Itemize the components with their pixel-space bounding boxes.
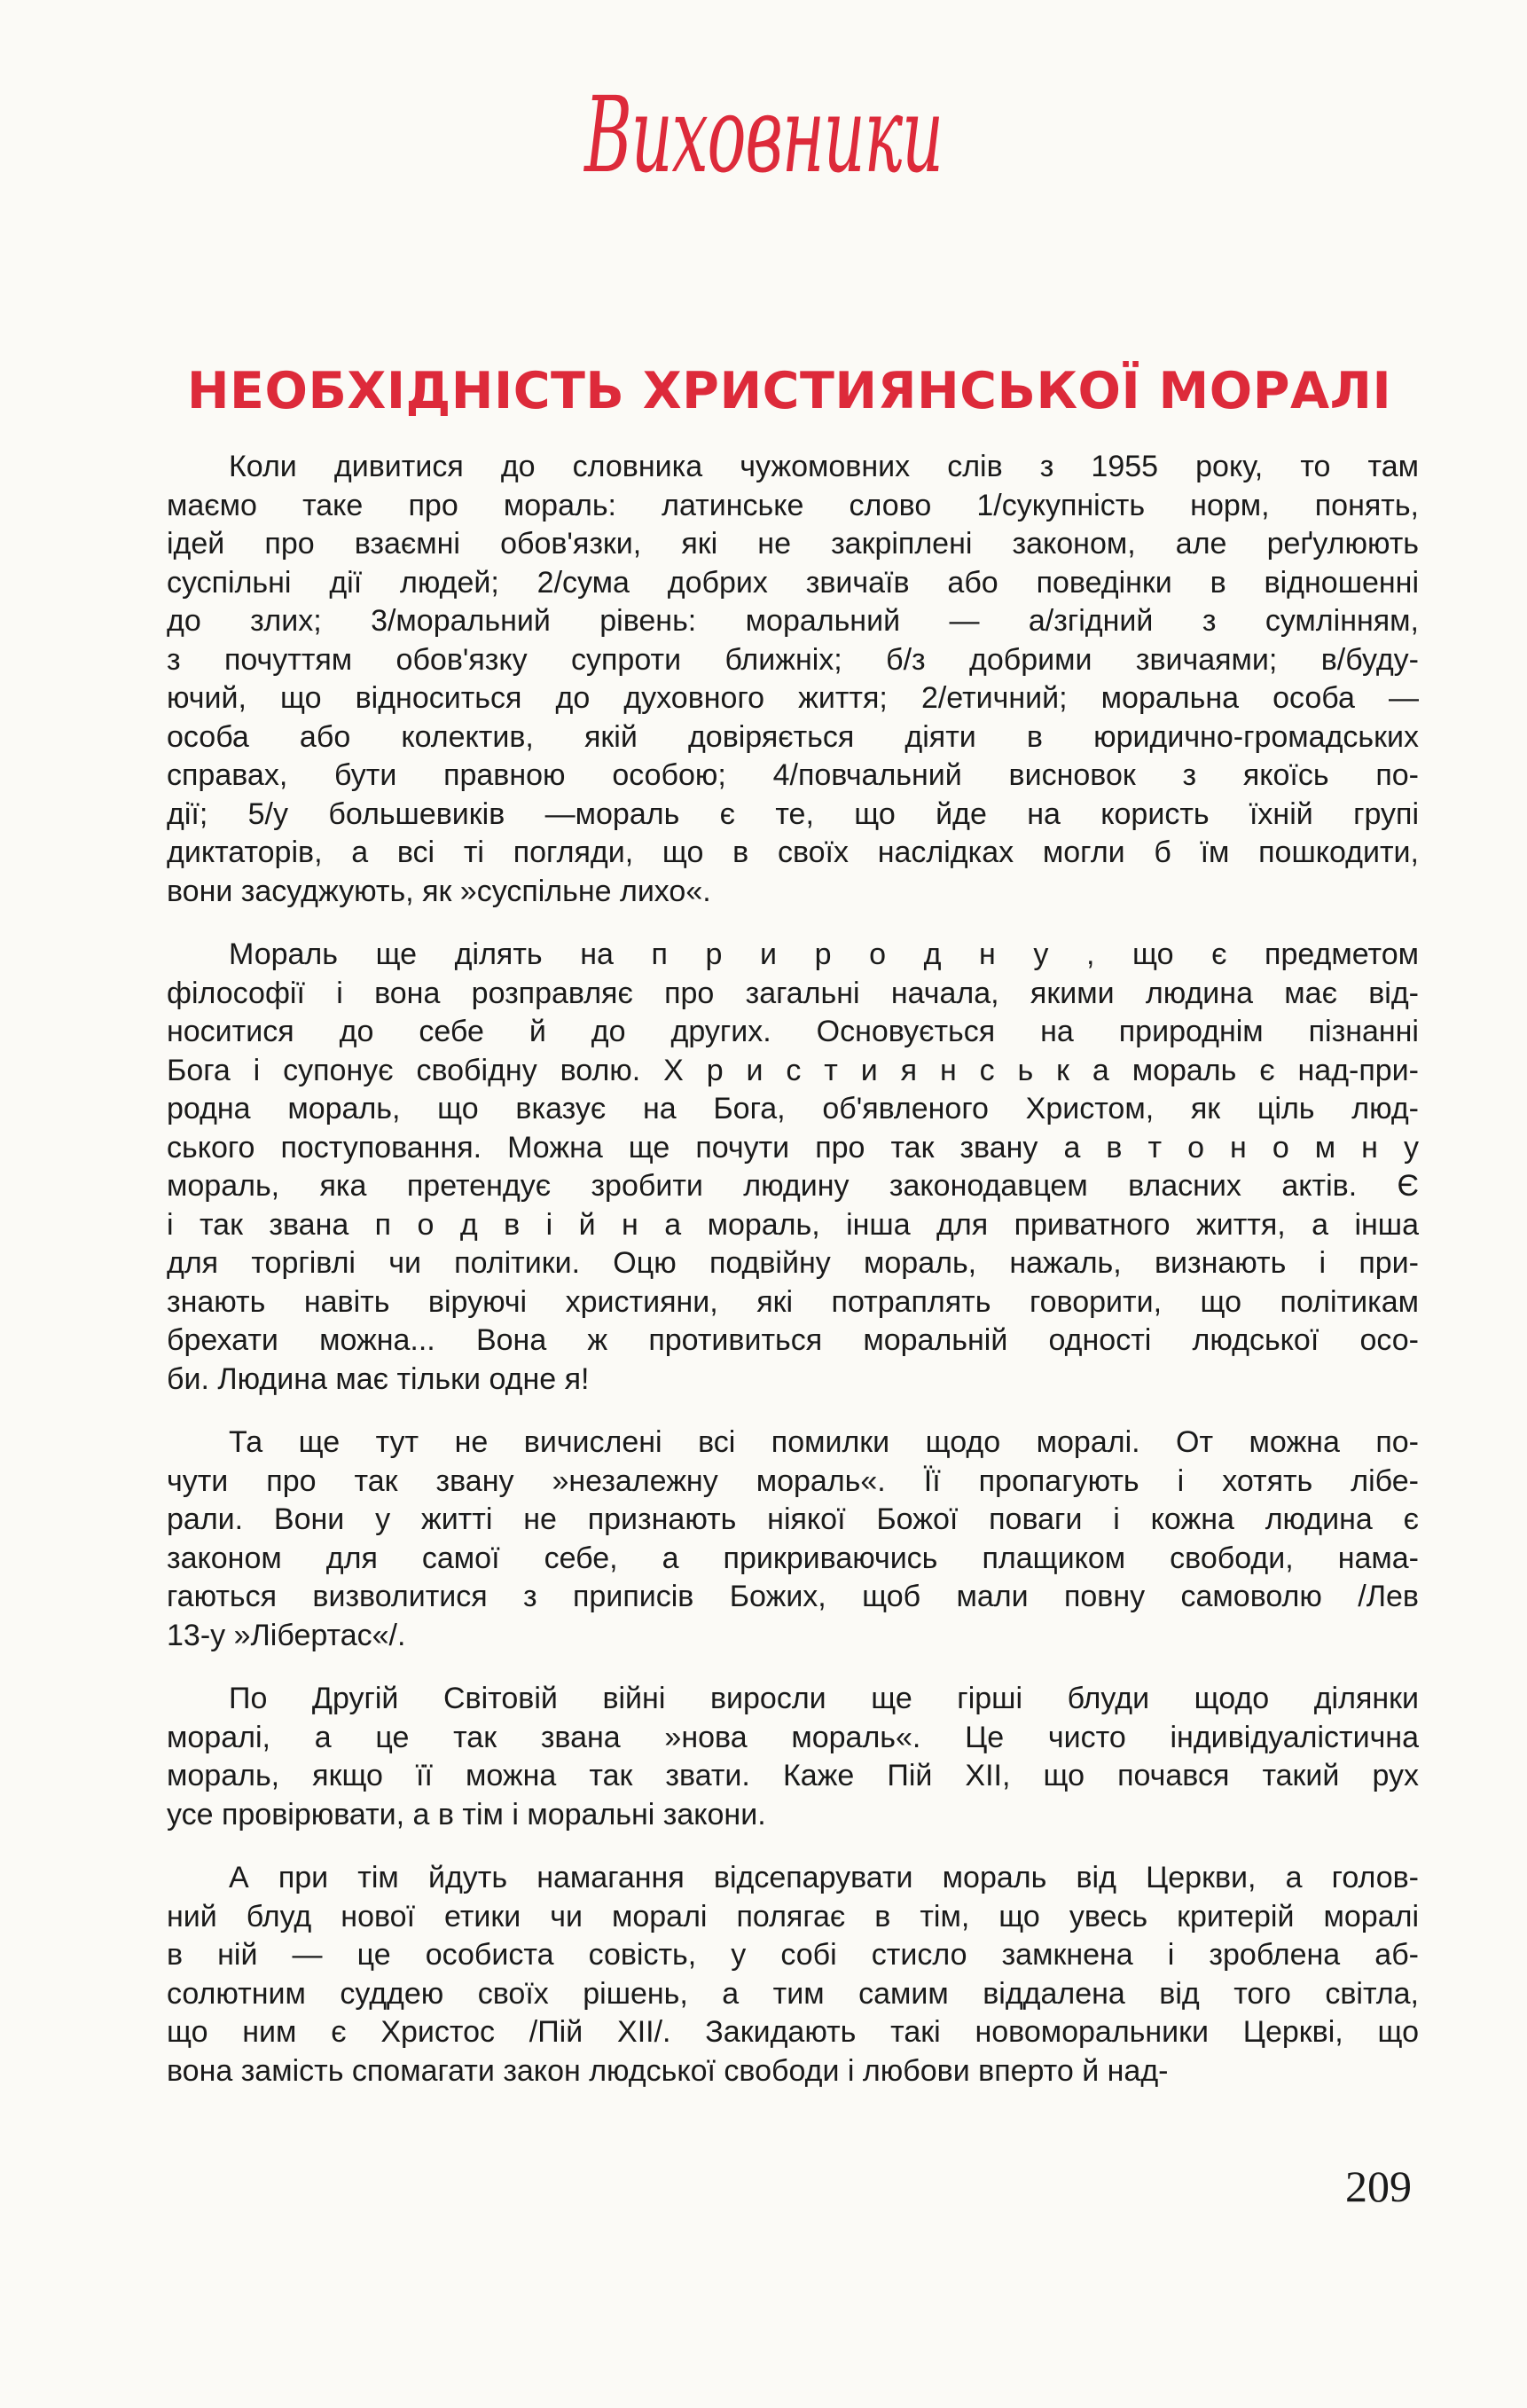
text-line: диктаторів, а всі ті погляди, що в своїх наслідках могли б їм пошкодити, bbox=[167, 835, 1419, 869]
text-line: знають навіть віруючі християни, які потраплять говорити, що політикам bbox=[167, 1284, 1419, 1319]
text-line: А при тім йдуть намагання відсепарувати мораль від Церкви, а голов- bbox=[229, 1861, 1419, 1894]
text-line: що ним є Христос /Пій XII/. Закидають такі новоморальники Церкві, що bbox=[167, 2015, 1419, 2049]
article-title: НЕОБХІДНІСТЬ ХРИСТИЯНСЬКОЇ МОРАЛІ bbox=[186, 362, 1392, 420]
text-line: до злих; 3/моральний рівень: моральний — а/згідний з сумлінням, bbox=[167, 604, 1419, 638]
text-line: маємо таке про мораль: латинське слово 1/сукупність норм, понять, bbox=[167, 488, 1419, 522]
text-line: По Другій Світовій війні виросли ще гірші блуди щодо ділянки bbox=[229, 1682, 1419, 1715]
text-line: Бога і супонує свобідну волю. Х р и с т и я н с ь к а мораль є над-при- bbox=[167, 1053, 1419, 1087]
text-line: Мораль ще ділять на п р и р о д н у , що є предметом bbox=[229, 937, 1419, 971]
text-line: Та ще тут не вичислені всі помилки щодо моралі. От можна по- bbox=[229, 1425, 1419, 1459]
text-line: солютним суддею своїх рішень, а тим самим віддалена від того світла, bbox=[167, 1976, 1419, 2011]
page-number: 209 bbox=[1345, 2161, 1412, 2211]
text-line: 13-у »Лібертас«/. bbox=[167, 1618, 406, 1652]
text-line: особа або колектив, якій довіряється діяти в юридично-громадських bbox=[167, 719, 1419, 754]
text-line: для торгівлі чи політики. Оцю подвійну мораль, нажаль, визнають і при- bbox=[167, 1246, 1419, 1280]
text-line: ського поступовання. Можна ще почути про так звану а в т о н о м н у bbox=[167, 1130, 1419, 1165]
paragraph bbox=[167, 1859, 1419, 2090]
text-line: ний блуд нової етики чи моралі полягає в тім, що увесь критерій моралі bbox=[167, 1899, 1419, 1933]
text-line: чути про так звану »незалежну мораль«. Її пропагують і хотять лібе- bbox=[167, 1463, 1419, 1498]
text-line: мораль, яка претендує зробити людину законодавцем власних актів. Є bbox=[167, 1169, 1419, 1203]
paragraph bbox=[167, 1680, 1419, 1834]
text-line: суспільні дії людей; 2/сума добрих звичаїв або поведінки в відношенні bbox=[167, 565, 1419, 600]
text-line: в ній — це особиста совість, у собі стисло замкнена і зроблена аб- bbox=[167, 1938, 1419, 1972]
text-line: би. Людина має тільки одне я! bbox=[167, 1361, 590, 1396]
text-line: моралі, а це так звана »нова мораль«. Це чисто індивідуалістична bbox=[167, 1720, 1419, 1754]
text-line: носитися до себе й до других. Основується на природнім пізнанні bbox=[167, 1015, 1419, 1048]
text-line: мораль, якщо її можна так звати. Каже Пій XII, що почався такий рух bbox=[167, 1759, 1419, 1792]
text-line: родна мораль, що вказує на Бога, об'явленого Христом, як ціль люд- bbox=[167, 1092, 1419, 1126]
text-line: гаються визволитися з приписів Божих, щоб мали повну самоволю /Лев bbox=[167, 1580, 1419, 1613]
text-line: ючий, що відноситься до духовного життя; 2/етичний; моральна особа — bbox=[167, 681, 1419, 715]
text-line: законом для самої себе, а прикриваючись плащиком свободи, нама- bbox=[167, 1541, 1419, 1575]
text-line: і так звана п о д в і й н а мораль, інша для приватного життя, а інша bbox=[167, 1207, 1419, 1242]
text-line: дії; 5/у большевиків —мораль є те, що йде на користь їхній групі bbox=[167, 796, 1419, 831]
text-line: Коли дивитися до словника чужомовних слів з 1955 року, то там bbox=[229, 450, 1419, 483]
section-script-heading: Виховники bbox=[584, 74, 943, 196]
text-line: ідей про взаємні обов'язки, які не закріплені законом, але реґулюють bbox=[167, 527, 1419, 561]
paragraph bbox=[167, 1424, 1419, 1655]
text-line: брехати можна... Вона ж противиться моральній одності людської осо- bbox=[167, 1323, 1419, 1357]
article-body bbox=[167, 448, 1419, 2115]
text-line: вони засуджують, як »суспільне лихо«. bbox=[167, 874, 711, 908]
text-line: рали. Вони у житті не признають ніякої Божої поваги і кожна людина є bbox=[167, 1502, 1419, 1536]
paragraph bbox=[167, 936, 1419, 1399]
paragraph bbox=[167, 448, 1419, 911]
text-line: з почуттям обов'язку супроти ближніх; б/з добрими звичаями; в/буду- bbox=[167, 642, 1419, 677]
text-line: справах, бути правною особою; 4/повчальний висновок з якоїсь по- bbox=[167, 758, 1419, 792]
text-line: філософії і вона розправляє про загальні начала, якими людина має від- bbox=[167, 976, 1419, 1010]
text-line: усе провірювати, а в тім і моральні закони. bbox=[167, 1797, 766, 1831]
text-line: вона замість спомагати закон людської свободи і любови вперто й над- bbox=[167, 2053, 1169, 2088]
